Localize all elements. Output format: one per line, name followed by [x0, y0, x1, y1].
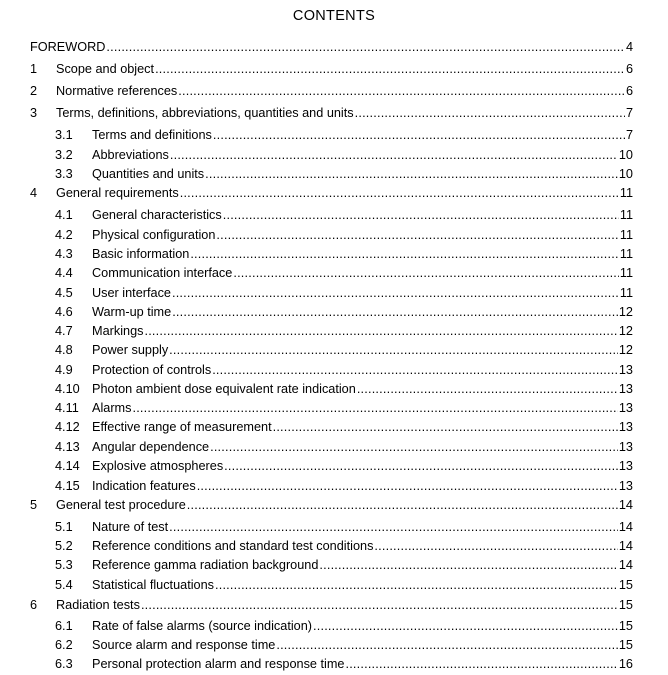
toc-entry-page-number: 12 [618, 343, 633, 357]
toc-entry-line [92, 264, 633, 283]
toc-entry-number: 1 [30, 62, 38, 76]
toc-entry-title: General requirements [56, 186, 179, 200]
toc-entry-title: Abbreviations [92, 148, 169, 162]
toc-entry-line [56, 60, 633, 79]
toc-entry-number: 4.11 [55, 401, 79, 415]
toc-entry-line [92, 146, 633, 165]
toc-entry[interactable] [0, 399, 668, 418]
dot-leader [319, 556, 617, 575]
toc-entry-number: 5.3 [55, 558, 73, 572]
toc-entry-page-number: 16 [618, 657, 633, 671]
toc-entry-number: 4.15 [55, 479, 80, 493]
toc-entry[interactable] [0, 104, 668, 123]
toc-entry-line [92, 303, 633, 322]
toc-entry-line [92, 380, 633, 399]
toc-entry-line [92, 126, 633, 145]
toc-entry[interactable] [0, 146, 668, 165]
toc-entry-line [92, 556, 633, 575]
toc-entry-number: 4.10 [55, 382, 80, 396]
dot-leader [355, 104, 625, 123]
dot-leader [178, 82, 625, 101]
toc-entry-number: 5 [30, 498, 38, 512]
toc-entry-number: 5.2 [55, 539, 73, 553]
toc-entry-page-number: 11 [619, 266, 633, 280]
toc-entry[interactable] [0, 361, 668, 380]
toc-entry-page-number: 11 [619, 208, 633, 222]
dot-leader [233, 264, 618, 283]
toc-entry-title: Markings [92, 324, 144, 338]
toc-entry-line [56, 184, 633, 203]
toc-entry-page-number: 4 [625, 40, 633, 54]
toc-entry-page-number: 7 [625, 128, 633, 142]
toc-entry-page-number: 14 [618, 498, 633, 512]
toc-entry-number: 6.1 [55, 619, 73, 633]
toc-entry-page-number: 12 [618, 305, 633, 319]
dot-leader [212, 361, 618, 380]
toc-entry-line [92, 341, 633, 360]
dot-leader [374, 537, 617, 556]
toc-entry-line [92, 518, 633, 537]
toc-entry-title: User interface [92, 286, 171, 300]
toc-entry-page-number: 13 [618, 479, 633, 493]
toc-entry[interactable] [0, 496, 668, 515]
toc-entry-number: 6.3 [55, 657, 73, 671]
toc-entry-title: Nature of test [92, 520, 169, 534]
dot-leader [169, 341, 618, 360]
dot-leader [276, 636, 618, 655]
toc-entry[interactable] [0, 655, 668, 674]
toc-entry-line [92, 655, 633, 674]
toc-entry-page-number: 6 [625, 84, 633, 98]
toc-entry-page-number: 14 [618, 539, 633, 553]
toc-entry-number: 4.6 [55, 305, 73, 319]
toc-entry-number: 4.9 [55, 363, 73, 377]
toc-entry-title: Photon ambient dose equivalent rate indication [92, 382, 356, 396]
toc-entry[interactable] [0, 206, 668, 225]
toc-entry-page-number: 14 [618, 558, 633, 572]
dot-leader [172, 284, 619, 303]
toc-entry-title: Radiation tests [56, 598, 140, 612]
toc-entry-page-number: 6 [625, 62, 633, 76]
toc-entry-number: 4.1 [55, 208, 73, 222]
dot-leader [357, 380, 618, 399]
toc-entry-title: Effective range of measurement [92, 420, 272, 434]
toc-entry[interactable] [0, 60, 668, 79]
toc-entry-title: Source alarm and response time [92, 638, 276, 652]
toc-entry-line [56, 596, 633, 615]
toc-entry-page-number: 12 [618, 324, 633, 338]
toc-entry-number: 4.12 [55, 420, 80, 434]
toc-entry-page-number: 7 [625, 106, 633, 120]
toc-entry[interactable] [0, 457, 668, 476]
toc-entry-number: 4.2 [55, 228, 73, 242]
toc-entry-number: 4.14 [55, 459, 80, 473]
toc-entry-line [92, 477, 633, 496]
dot-leader [144, 322, 617, 341]
toc-entry-number: 2 [30, 84, 38, 98]
toc-entry-title: Communication interface [92, 266, 233, 280]
toc-entry[interactable] [0, 477, 668, 496]
toc-entry-number: 4.8 [55, 343, 73, 357]
toc-entry-line [92, 617, 633, 636]
toc-entry-line [92, 245, 633, 264]
toc-entry-number: 6 [30, 598, 38, 612]
toc-entry-number: 3.2 [55, 148, 73, 162]
toc-entry-line [56, 104, 633, 123]
toc-entry-title: Terms and definitions [92, 128, 212, 142]
toc-entry-page-number: 11 [619, 247, 633, 261]
toc-entry-page-number: 10 [618, 167, 633, 181]
dot-leader [169, 518, 618, 537]
dot-leader [215, 576, 618, 595]
toc-entry-number: 4 [30, 186, 38, 200]
toc-entry-title: General characteristics [92, 208, 222, 222]
toc-entry-page-number: 14 [618, 520, 633, 534]
toc-entry-title: Physical configuration [92, 228, 216, 242]
toc-entry-number: 6.2 [55, 638, 73, 652]
toc-entry-number: 5.4 [55, 578, 73, 592]
toc-entry-line [30, 38, 633, 57]
toc-entry-number: 4.4 [55, 266, 73, 280]
toc-entry-title: Indication features [92, 479, 196, 493]
toc-entry-line [92, 322, 633, 341]
toc-entry-line [92, 284, 633, 303]
toc-entry-number: 3 [30, 106, 38, 120]
toc-entry[interactable] [0, 126, 668, 145]
dot-leader [187, 496, 618, 515]
page-title: CONTENTS [292, 8, 376, 24]
toc-entry-page-number: 15 [618, 598, 633, 612]
toc-entry[interactable] [0, 284, 668, 303]
toc-entry-line [92, 438, 633, 457]
dot-leader [273, 418, 618, 437]
dot-leader [216, 226, 618, 245]
toc-entry-title: Statistical fluctuations [92, 578, 214, 592]
toc-entry-line [56, 496, 633, 515]
toc-entry[interactable] [0, 438, 668, 457]
toc-entry-title: Warm-up time [92, 305, 172, 319]
toc-entry[interactable] [0, 617, 668, 636]
toc-entry-title: Quantities and units [92, 167, 205, 181]
dot-leader [190, 245, 619, 264]
toc-entry[interactable] [0, 38, 668, 57]
toc-entry-page-number: 13 [618, 440, 633, 454]
toc-entry[interactable] [0, 165, 668, 184]
dot-leader [180, 184, 619, 203]
toc-entry-number: 4.13 [55, 440, 80, 454]
dot-leader [132, 399, 617, 418]
toc-entry[interactable] [0, 576, 668, 595]
toc-entry[interactable] [0, 556, 668, 575]
toc-entry-title: Explosive atmospheres [92, 459, 224, 473]
toc-entry[interactable] [0, 418, 668, 437]
toc-entry-title: FOREWORD [30, 40, 106, 54]
toc-entry-line [92, 576, 633, 595]
toc-entry-page-number: 15 [618, 619, 633, 633]
toc-entry[interactable] [0, 303, 668, 322]
dot-leader [170, 146, 618, 165]
toc-entry-title: Terms, definitions, abbreviations, quantities and units [56, 106, 354, 120]
dot-leader [210, 438, 618, 457]
toc-entry-page-number: 13 [618, 420, 633, 434]
toc-entry-number: 5.1 [55, 520, 73, 534]
toc-entry-title: Alarms [92, 401, 132, 415]
toc-entry-line [92, 457, 633, 476]
dot-leader [172, 303, 618, 322]
toc-entry-page-number: 15 [618, 638, 633, 652]
toc-entry[interactable] [0, 264, 668, 283]
dot-leader [313, 617, 618, 636]
toc-entry-page-number: 13 [618, 401, 633, 415]
toc-entry-line [92, 636, 633, 655]
toc-entry-title: General test procedure [56, 498, 186, 512]
toc-entry-title: Power supply [92, 343, 169, 357]
toc-entry-line [92, 226, 633, 245]
toc-entry-line [92, 361, 633, 380]
toc-entry-line [56, 82, 633, 101]
dot-leader [213, 126, 625, 145]
toc-entry-line [92, 165, 633, 184]
toc-entry[interactable] [0, 322, 668, 341]
toc-entry[interactable] [0, 226, 668, 245]
toc-entry-number: 3.1 [55, 128, 73, 142]
toc-entry-line [92, 206, 633, 225]
toc-entry-page-number: 13 [618, 363, 633, 377]
toc-entry-number: 4.3 [55, 247, 73, 261]
toc-entry-line [92, 418, 633, 437]
toc-entry-title: Angular dependence [92, 440, 210, 454]
toc-entry-page-number: 11 [619, 186, 633, 200]
toc-entry[interactable] [0, 184, 668, 203]
toc-entry-line [92, 537, 633, 556]
toc-entry-title: Protection of controls [92, 363, 212, 377]
dot-leader [197, 477, 618, 496]
dot-leader [223, 206, 619, 225]
toc-entry-title: Reference conditions and standard test conditions [92, 539, 374, 553]
toc-entry[interactable] [0, 380, 668, 399]
dot-leader [205, 165, 618, 184]
toc-entry-title: Normative references [56, 84, 178, 98]
toc-entry[interactable] [0, 518, 668, 537]
toc-entry-page-number: 13 [618, 382, 633, 396]
toc-entry-title: Scope and object [56, 62, 155, 76]
toc-entry[interactable] [0, 341, 668, 360]
toc-entry-title: Basic information [92, 247, 190, 261]
toc-entry-line [92, 399, 633, 418]
toc-entry[interactable] [0, 82, 668, 101]
dot-leader [155, 60, 625, 79]
toc-entry-title: Rate of false alarms (source indication) [92, 619, 313, 633]
toc-entry[interactable] [0, 537, 668, 556]
toc-entry[interactable] [0, 596, 668, 615]
dot-leader [345, 655, 617, 674]
toc-entry-page-number: 15 [618, 578, 633, 592]
toc-entry[interactable] [0, 245, 668, 264]
toc-entry-number: 3.3 [55, 167, 73, 181]
toc-entry-title: Personal protection alarm and response time [92, 657, 345, 671]
toc-entry-page-number: 11 [619, 228, 633, 242]
dot-leader [106, 38, 625, 57]
dot-leader [224, 457, 618, 476]
toc-entry-page-number: 11 [619, 286, 633, 300]
toc-entry-number: 4.7 [55, 324, 73, 338]
dot-leader [141, 596, 618, 615]
toc-entry-number: 4.5 [55, 286, 73, 300]
toc-entry-title: Reference gamma radiation background [92, 558, 319, 572]
toc-entry-page-number: 10 [618, 148, 633, 162]
toc-entry-page-number: 13 [618, 459, 633, 473]
toc-entry[interactable] [0, 636, 668, 655]
